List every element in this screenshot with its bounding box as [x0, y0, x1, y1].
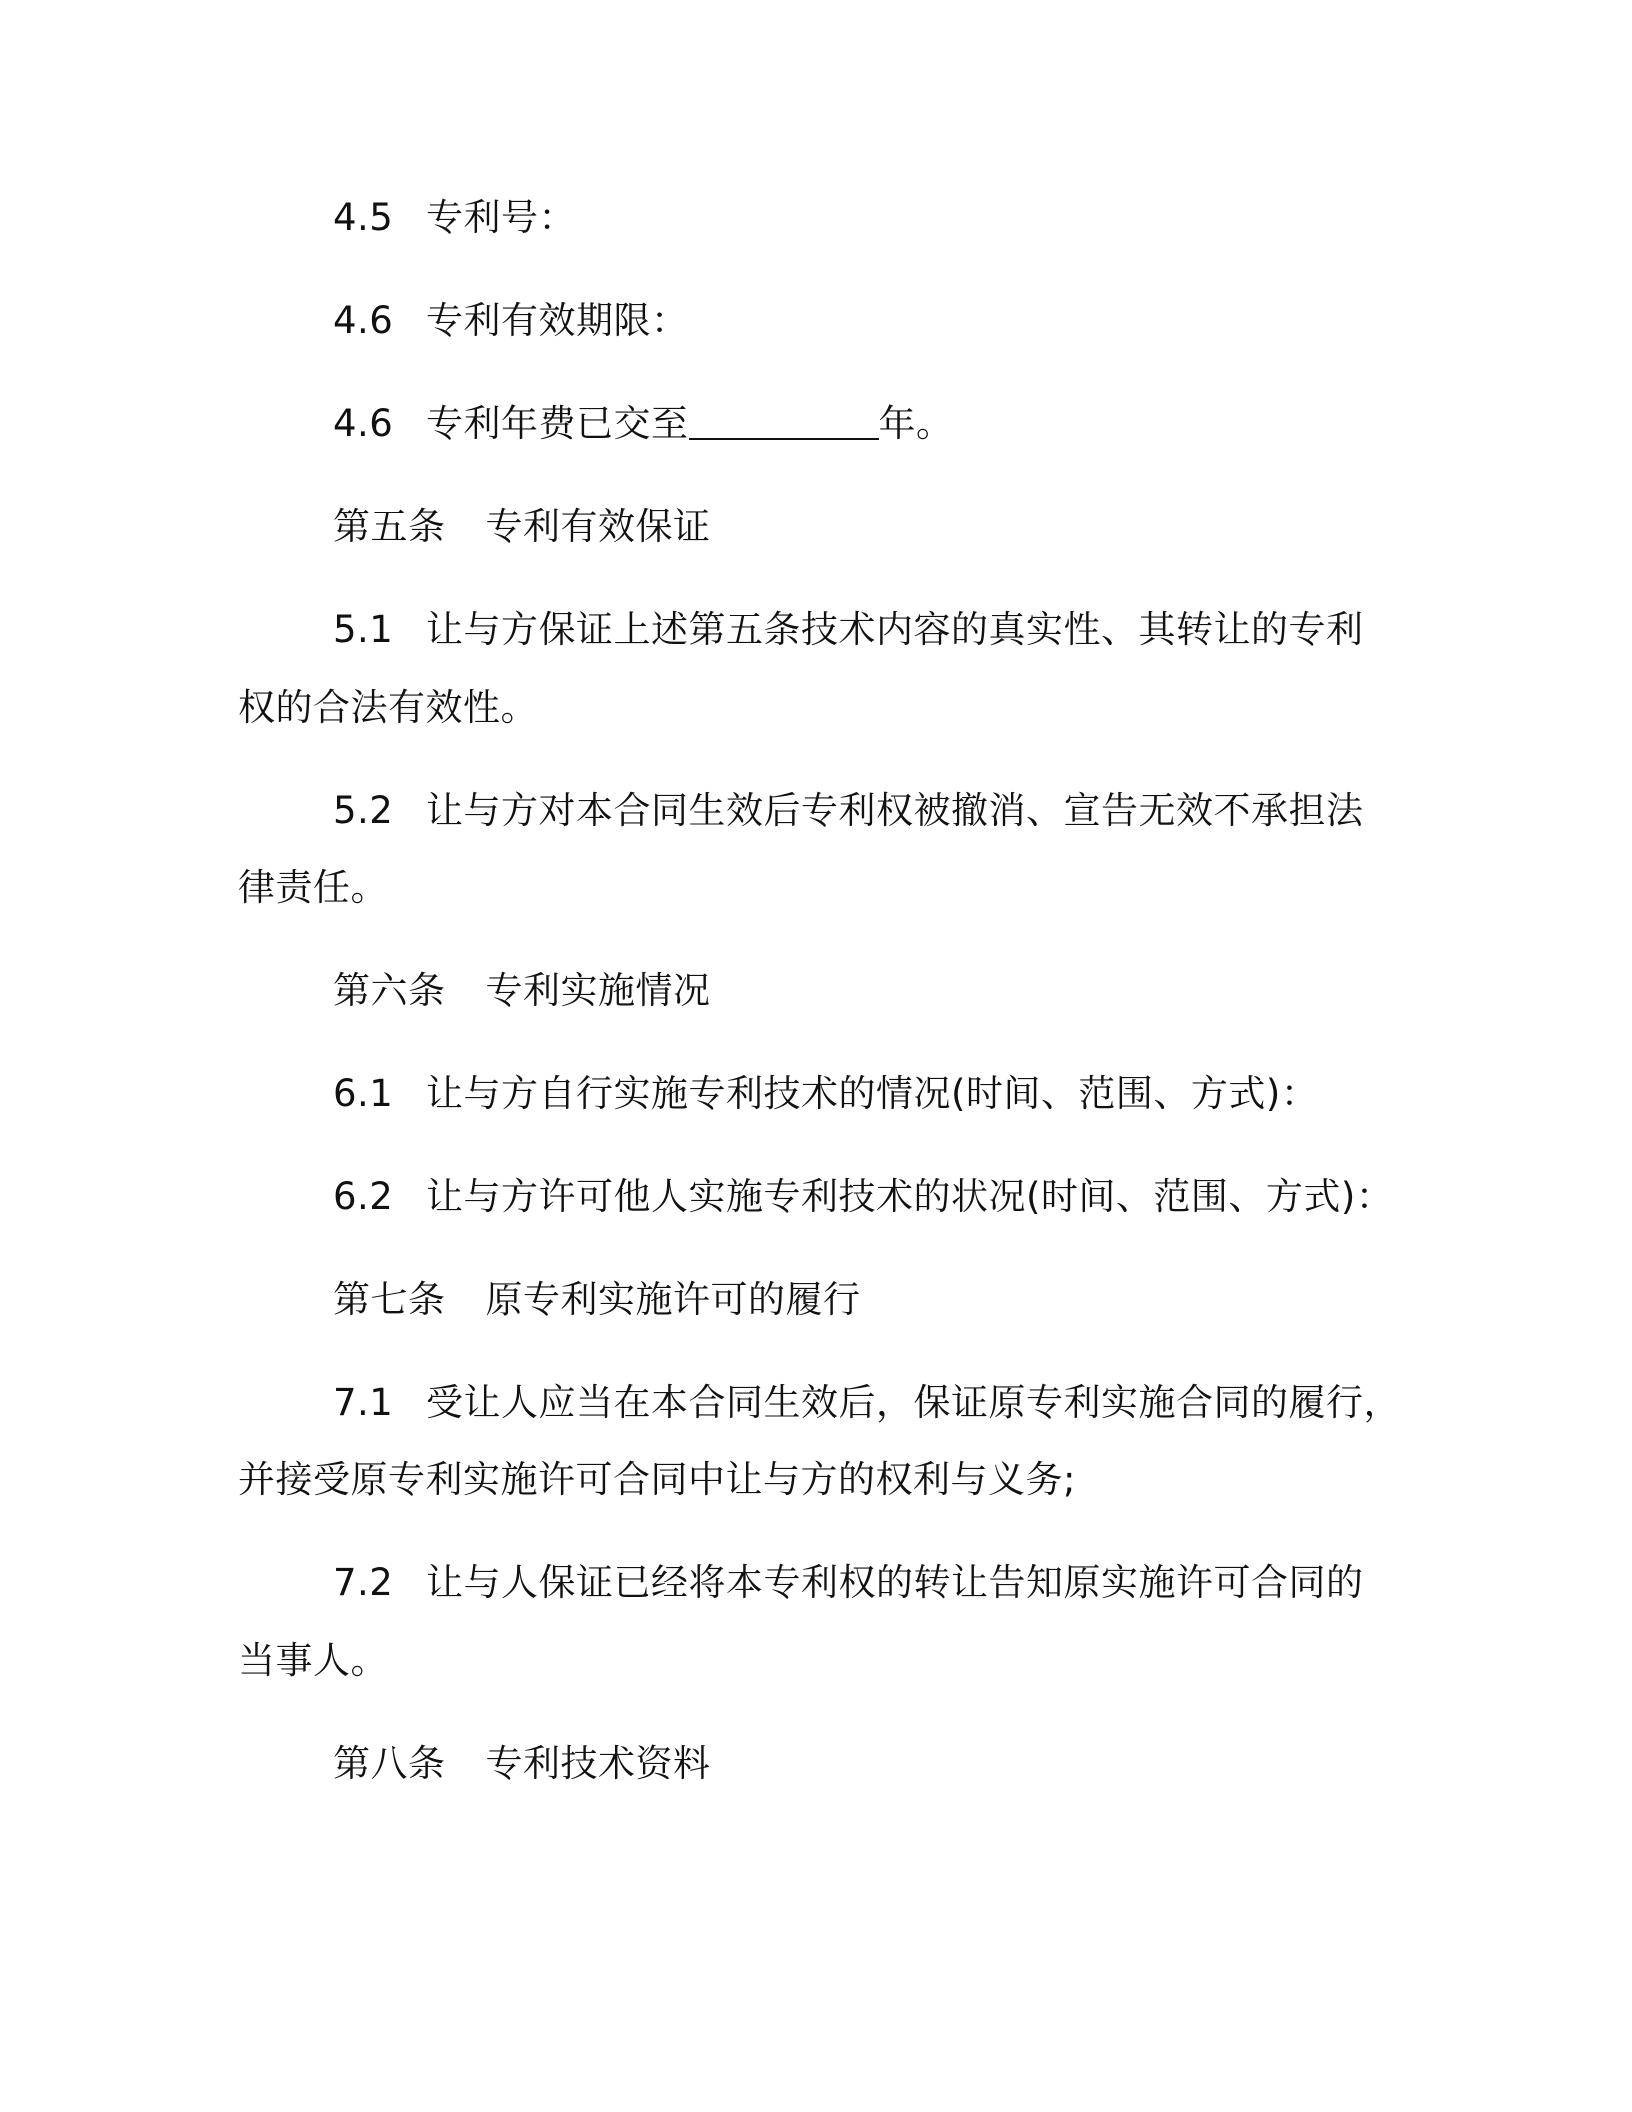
- clause-5-1-line2: [238, 686, 538, 729]
- article-title: 专利实施情况: [485, 969, 711, 1012]
- clause-text-continued: 权的合法有效性。: [238, 686, 538, 729]
- article-label: 第六条: [333, 969, 446, 1012]
- clause-text: 专利有效期限：: [426, 299, 689, 342]
- clause-text-after: 年。: [878, 402, 954, 445]
- clause-number: 4.5: [333, 196, 394, 239]
- clause-4-5: [333, 196, 576, 239]
- clause-text: 让与方自行实施专利技术的情况(时间、范围、方式)：: [426, 1072, 1319, 1115]
- clause-6-2: [333, 1175, 1394, 1218]
- clause-4-6-validity: [333, 299, 689, 342]
- clause-7-2-line1: [333, 1561, 1364, 1604]
- clause-text: 让与方对本合同生效后专利权被撤消、宣告无效不承担法: [426, 789, 1364, 832]
- clause-text-continued: 律责任。: [238, 866, 388, 909]
- article-8-heading: [333, 1742, 711, 1785]
- clause-number: 5.2: [333, 789, 394, 832]
- clause-text-continued: 当事人。: [238, 1639, 388, 1682]
- clause-4-6-annual-fee: [333, 402, 954, 445]
- article-label: 第七条: [333, 1278, 446, 1321]
- clause-number: 5.1: [333, 608, 394, 651]
- article-6-heading: [333, 969, 711, 1012]
- clause-5-1-line1: [333, 608, 1364, 651]
- article-label: 第八条: [333, 1742, 446, 1785]
- article-label: 第五条: [333, 505, 446, 548]
- clause-number: 6.2: [333, 1175, 394, 1218]
- clause-text: 让与方保证上述第五条技术内容的真实性、其转让的专利: [426, 608, 1364, 651]
- clause-number: 6.1: [333, 1072, 394, 1115]
- article-title: 原专利实施许可的履行: [485, 1278, 861, 1321]
- clause-7-2-line2: [238, 1639, 388, 1682]
- clause-6-1: [333, 1072, 1319, 1115]
- clause-text-continued: 并接受原专利实施许可合同中让与方的权利与义务;: [238, 1458, 1076, 1501]
- clause-text-before: 专利年费已交至: [426, 402, 689, 445]
- clause-5-2-line2: [238, 866, 388, 909]
- clause-text: 让与人保证已经将本专利权的转让告知原实施许可合同的: [426, 1561, 1364, 1604]
- clause-number: 7.2: [333, 1561, 394, 1604]
- article-title: 专利技术资料: [485, 1742, 711, 1785]
- clause-number: 4.6: [333, 402, 394, 445]
- clause-text: 让与方许可他人实施专利技术的状况(时间、范围、方式)：: [426, 1175, 1394, 1218]
- article-7-heading: [333, 1278, 861, 1321]
- clause-5-2-line1: [333, 789, 1364, 832]
- article-title: 专利有效保证: [485, 505, 711, 548]
- clause-7-1-line2: [238, 1458, 1076, 1501]
- clause-text: 专利号：: [426, 196, 576, 239]
- clause-number: 4.6: [333, 299, 394, 342]
- fill-in-blank[interactable]: [689, 408, 879, 440]
- clause-text: 受让人应当在本合同生效后，保证原专利实施合同的履行，: [426, 1381, 1401, 1424]
- clause-number: 7.1: [333, 1381, 394, 1424]
- clause-7-1-line1: [333, 1381, 1401, 1424]
- article-5-heading: [333, 505, 711, 548]
